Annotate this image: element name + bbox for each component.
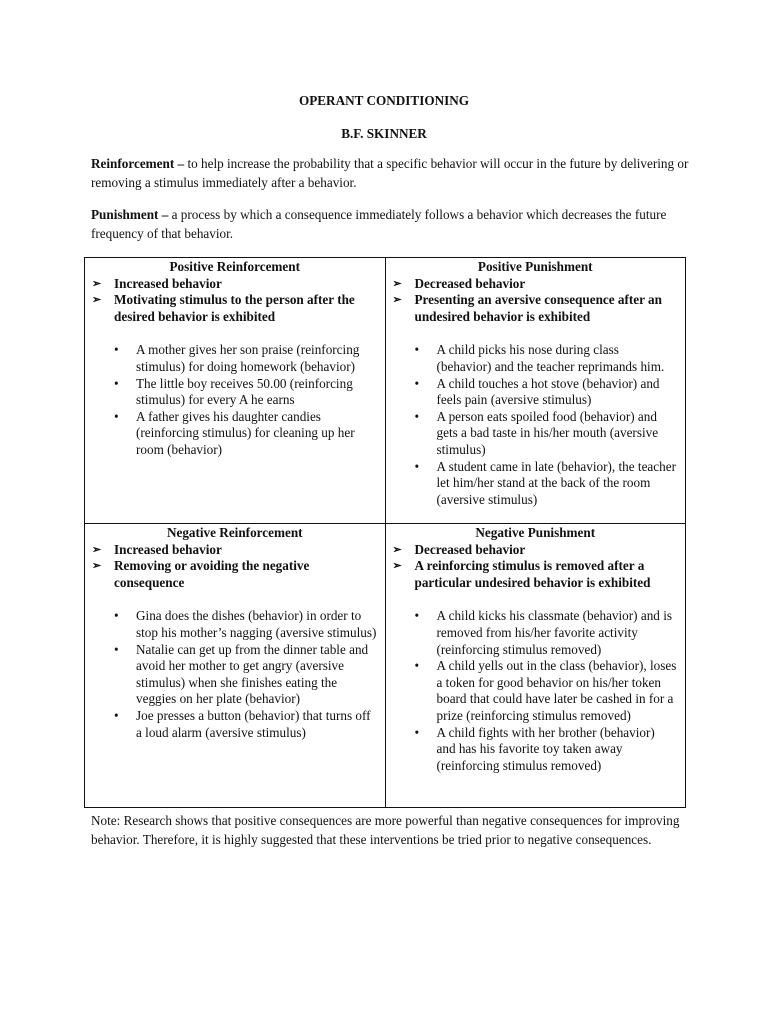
positive-reinforcement-heading: Positive Reinforcement (169, 259, 300, 274)
positive-reinforcement-points (85, 276, 385, 326)
reinforcement-text: to help increase the probability that a specific behavior will occur in the future by delivering or removing a stimulus immediately after a behavior. (91, 156, 689, 190)
list-item: • A child fights with her brother (behavior) and has his favorite toy taken away (reinforcing stimulus removed) (414, 724, 655, 773)
disc-bullet-icon: • (414, 408, 420, 424)
conditioning-table (84, 257, 686, 808)
positive-reinforcement-examples (85, 342, 385, 458)
negative-punishment-heading: Negative Punishment (475, 525, 596, 540)
list-item: ➢ Decreased behavior (392, 275, 526, 291)
disc-bullet-icon: • (414, 375, 420, 391)
positive-punishment-heading: Positive Punishment (477, 259, 593, 274)
negative-reinforcement-points (85, 542, 385, 592)
table-row-positive (85, 258, 686, 524)
arrowhead-bullet-icon: ➢ (92, 560, 102, 573)
list-item: ➢ A reinforcing stimulus is removed after a particular undesired behavior is exhibited (392, 558, 651, 590)
punishment-definition (91, 205, 691, 243)
list-item: ➢ Decreased behavior (392, 541, 526, 557)
arrowhead-bullet-icon: ➢ (92, 294, 102, 307)
disc-bullet-icon: • (114, 342, 119, 358)
reinforcement-definition (91, 154, 691, 192)
punishment-text: a process by which a consequence immediately follows a behavior which decreases the future frequency of that behavior. (91, 207, 667, 241)
table-row-negative (85, 524, 686, 808)
list-item: • A child yells out in the class (behavior), loses a token for good behavior on his/her token board that could have later be cashed in for a prize (reinforcing stimulus removed) (414, 658, 677, 723)
disc-bullet-icon: • (414, 458, 420, 474)
list-item: • A mother gives her son praise (reinforcing stimulus) for doing homework (behavior) (114, 342, 360, 374)
positive-punishment-examples (386, 342, 686, 508)
list-item: • A child kicks his classmate (behavior) and is removed from his/her favorite activity (reinforcing stimulus removed) (414, 608, 672, 657)
list-item: • A person eats spoiled food (behavior) and gets a bad taste in his/her mouth (aversive stimulus) (414, 408, 659, 457)
negative-reinforcement-heading: Negative Reinforcement (166, 525, 303, 540)
negative-reinforcement-examples (85, 608, 385, 741)
list-item: • A student came in late (behavior), the teacher let him/her stand at the back of the room (aversive stimulus) (414, 458, 676, 507)
reinforcement-term: Reinforcement – (91, 156, 185, 171)
disc-bullet-icon: • (414, 724, 420, 740)
arrowhead-bullet-icon: ➢ (392, 294, 402, 307)
list-item: • The little boy receives 50.00 (reinforcing stimulus) for every A he earns (114, 375, 353, 408)
arrowhead-bullet-icon: ➢ (392, 560, 402, 573)
list-item: ➢ Increased behavior (92, 541, 222, 557)
disc-bullet-icon: • (114, 375, 119, 391)
disc-bullet-icon: • (114, 608, 119, 624)
arrowhead-bullet-icon: ➢ (392, 543, 402, 556)
negative-punishment-points (386, 542, 686, 592)
arrowhead-bullet-icon: ➢ (92, 543, 102, 556)
list-item: • Joe presses a button (behavior) that turns off a loud alarm (aversive stimulus) (114, 707, 371, 740)
disc-bullet-icon: • (114, 641, 119, 657)
list-item: • A father gives his daughter candies (reinforcing stimulus) for cleaning up her room (behavior) (114, 408, 355, 457)
disc-bullet-icon: • (114, 707, 119, 723)
positive-punishment-points (386, 276, 686, 326)
cell-negative-punishment (385, 524, 686, 808)
arrowhead-bullet-icon: ➢ (392, 277, 402, 290)
list-item: ➢ Removing or avoiding the negative consequence (92, 558, 310, 590)
list-item: • Natalie can get up from the dinner table and avoid her mother to get angry (aversive stimulus) when she finishes eating the veggies on her plate (behavior) (114, 641, 369, 707)
cell-positive-punishment (385, 258, 686, 524)
list-item: • A child picks his nose during class (behavior) and the teacher reprimands him. (414, 342, 665, 374)
list-item: ➢ Presenting an aversive consequence after an undesired behavior is exhibited (392, 292, 662, 324)
list-item: ➢ Increased behavior (92, 275, 222, 291)
arrowhead-bullet-icon: ➢ (92, 277, 102, 290)
disc-bullet-icon: • (114, 408, 119, 424)
document-title: OPERANT CONDITIONING (298, 93, 470, 108)
punishment-term: Punishment – (91, 207, 169, 222)
negative-punishment-examples (386, 608, 686, 774)
list-item: ➢ Motivating stimulus to the person after the desired behavior is exhibited (92, 292, 355, 324)
document-author: B.F. SKINNER (341, 126, 427, 141)
list-item: • A child touches a hot stove (behavior) and feels pain (aversive stimulus) (414, 375, 660, 408)
disc-bullet-icon: • (414, 658, 420, 674)
cell-positive-reinforcement (85, 258, 386, 524)
cell-negative-reinforcement (85, 524, 386, 808)
disc-bullet-icon: • (414, 342, 420, 358)
list-item: • Gina does the dishes (behavior) in order to stop his mother’s nagging (aversive stimulus) (114, 608, 377, 640)
disc-bullet-icon: • (414, 608, 420, 624)
note-paragraph: Note: Research shows that positive consequences are more powerful than negative consequences for improving behavior. Therefore, it is highly suggested that these interventions be tried prior to negative consequences. (91, 813, 680, 847)
